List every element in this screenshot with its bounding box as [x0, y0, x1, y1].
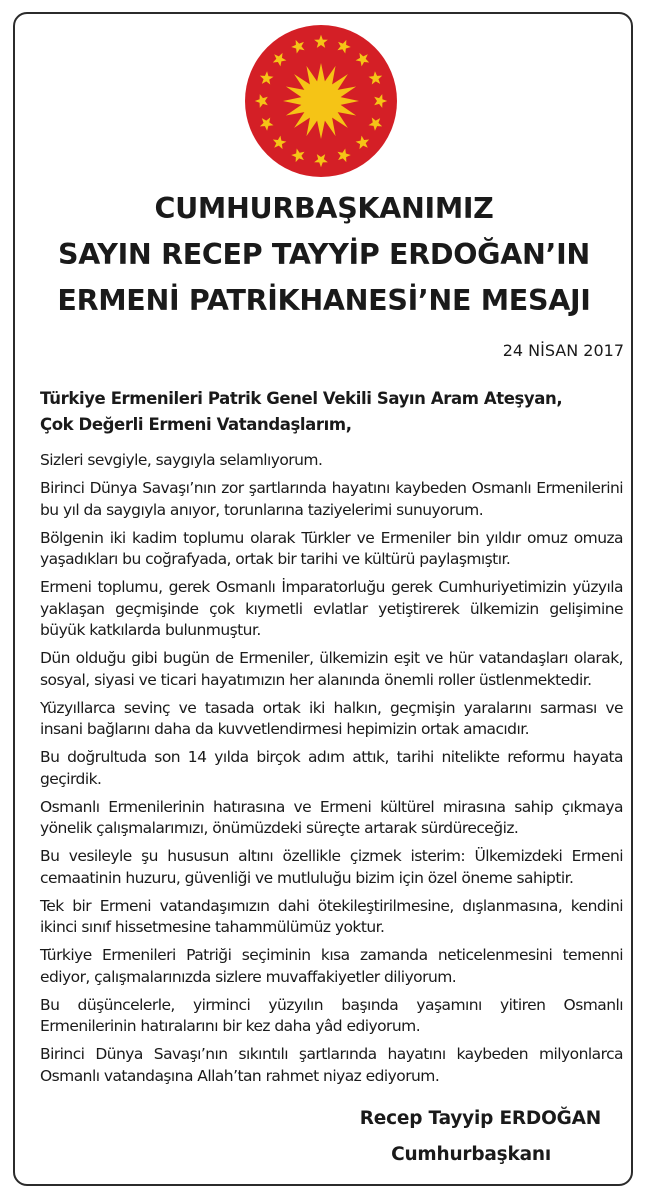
paragraph: Sizleri sevgiyle, saygıyla selamlıyorum.	[40, 451, 323, 469]
paragraph: Ermeni toplumu, gerek Osmanlı İmparatorluğu gerek Cumhuriyetimizin yüzyıla yaklaşan geçmişinde çok kıymetli evlatlar yetiştirerek ülkemizin gelişimine büyük katkılarda bulunmuştur.	[40, 578, 623, 639]
presidential-seal-icon	[244, 24, 398, 178]
document-title	[14, 186, 634, 324]
paragraph: Birinci Dünya Savaşı’nın sıkıntılı şartlarında hayatını kaybeden milyonlarca Osmanlı vatandaşına Allah’tan rahmet niyaz ediyorum.	[40, 1045, 623, 1085]
title-line: SAYIN RECEP TAYYİP ERDOĞAN’IN	[58, 238, 590, 271]
paragraph: Bu doğrultuda son 14 yılda birçok adım attık, tarihi nitelikte reformu hayata geçirdik.	[40, 748, 623, 788]
salutation-line: Çok Değerli Ermeni Vatandaşlarım,	[40, 415, 352, 434]
paragraph: Bu düşüncelerle, yirminci yüzyılın başında yaşamını yitiren Osmanlı Ermenilerinin hatıralarını bir kez daha yâd ediyorum.	[40, 995, 623, 1035]
paragraph: Türkiye Ermenileri Patriği seçiminin kısa zamanda neticelenmesini temenni ediyor, çalışmalarınızda sizlere muvaffakiyetler diliyorum.	[40, 946, 623, 986]
paragraph: Birinci Dünya Savaşı’nın zor şartlarında hayatını kaybeden Osmanlı Ermenilerini bu yıl da saygıyla anıyor, torunlarına taziyelerimi sunuyorum.	[40, 479, 623, 519]
signature-role: Cumhurbaşkanı	[391, 1144, 551, 1165]
document-date: 24 NİSAN 2017	[502, 341, 624, 360]
salutation	[40, 386, 562, 438]
paragraph: Bu vesileyle şu hususun altını özellikle çizmek isterim: Ülkemizdeki Ermeni cemaatinin huzuru, güvenliği ve mutluluğu bizim için özel öneme sahiptir.	[40, 847, 623, 887]
salutation-line: Türkiye Ermenileri Patrik Genel Vekili Sayın Aram Ateşyan,	[40, 389, 563, 408]
paragraph: Tek bir Ermeni vatandaşımızın dahi ötekileştirilmesine, dışlanmasına, kendini ikinci sınıf hissetmesine tahammülümüz yoktur.	[40, 896, 623, 936]
title-line: CUMHURBAŞKANIMIZ	[154, 192, 494, 225]
paragraph: Yüzyıllarca sevinç ve tasada ortak iki halkın, geçmişin yaralarını sarması ve insani bağlarını daha da kuvvetlendirmesi hepimizin ortak amacıdır.	[40, 698, 623, 738]
message-body	[40, 450, 623, 1094]
paragraph: Dün olduğu gibi bugün de Ermeniler, ülkemizin eşit ve hür vatandaşları olarak, sosyal, siyasi ve ticari hayatımızın her alanında önemli roller üstlenmektedir.	[40, 649, 623, 689]
paragraph: Osmanlı Ermenilerinin hatırasına ve Ermeni kültürel mirasına sahip çıkmaya yönelik çalışmalarımızı, önümüzdeki süreçte artarak sürdüreceğiz.	[40, 797, 623, 837]
title-line: ERMENİ PATRİKHANESİ’NE MESAJI	[57, 284, 591, 317]
signature-name: Recep Tayyip ERDOĞAN	[359, 1108, 601, 1129]
paragraph: Bölgenin iki kadim toplumu olarak Türkler ve Ermeniler bin yıldır omuz omuza yaşadıkları bu coğrafyada, ortak bir tarihi ve kültürü paylaşmıştır.	[40, 528, 623, 568]
